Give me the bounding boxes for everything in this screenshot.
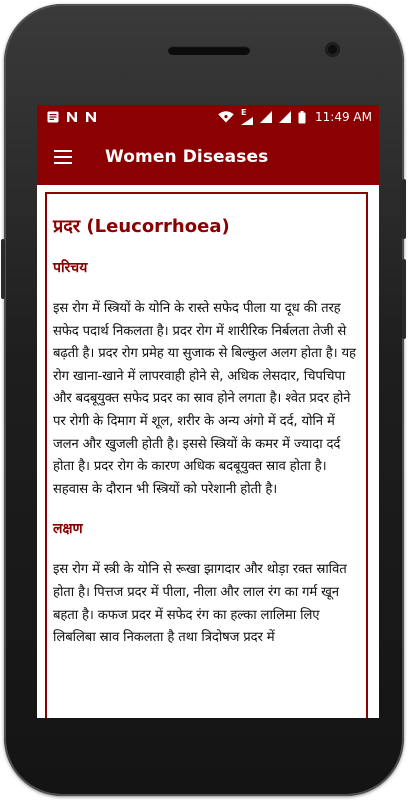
signal-e-icon	[241, 109, 253, 125]
article-card	[45, 192, 368, 718]
section-heading-introduction: परिचय	[53, 260, 88, 276]
power-button	[402, 179, 406, 239]
earpiece-speaker	[168, 46, 250, 55]
volume-button	[1, 239, 5, 299]
section-heading-symptoms: लक्षण	[53, 521, 83, 538]
battery-icon	[298, 111, 306, 124]
status-bar	[37, 105, 379, 129]
front-camera	[325, 42, 340, 57]
wifi-icon	[218, 111, 234, 123]
app-title: Women Diseases	[105, 147, 269, 167]
network-type-label: E	[241, 108, 247, 117]
hamburger-menu-icon[interactable]	[53, 147, 73, 167]
n-app-icon-2	[85, 111, 97, 123]
side-key	[402, 259, 406, 339]
article-title: प्रदर (Leucorrhoea)	[53, 216, 230, 237]
section-text-introduction: इस रोग में स्त्रियों के योनि के रास्ते सफेद पीला या दूध की तरह सफेद पदार्थ निकलता है। प्रदर रोग में शारीरिक निर्बलता तेजी से बढ़ती है। प्रदर रोग प्रमेह या सुजाक से बिल्कुल अलग होता है। यह रोग खाना-खाने में लापरवाही होने से, अधिक लेसदार, चिपचिपा और बदबूयुक्त सफेद प्रदर का स्राव होने लगता है। श्वेत प्रदर होने पर रोगी के दिमाग में शूल, शरीर के अन्य अंगो में दर्द, योनि में जलन और खुजली होती है। इससे स्त्रियों के कमर में ज्यादा दर्द होता है। प्रदर रोग के कारण अधिक बदबूयुक्त स्राव होता है। सहवास के दौरान भी स्त्रियों को परेशानी होती है।	[53, 301, 356, 497]
n-app-icon	[66, 111, 78, 123]
content-scroll-area[interactable]	[37, 185, 379, 718]
status-left-icons	[47, 111, 97, 123]
section-text-symptoms: इस रोग में स्त्री के योनि से रूखा झागदार और थोड़ा रक्त स्रावित होता है। पित्तज प्रदर में पीला, नीला और लाल रंग का गर्म खून बहता है। कफज प्रदर में सफेद रंग का हल्का लालिमा लिए लिबलिबा स्राव निकलता है तथा त्रिदोषज प्रदर में	[53, 562, 347, 646]
status-right-icons	[218, 109, 372, 125]
notification-message-icon	[47, 111, 59, 123]
app-bar	[37, 129, 379, 185]
phone-screen	[37, 105, 379, 718]
signal-icon	[260, 111, 272, 123]
status-time: 11:49 AM	[315, 110, 372, 124]
signal-icon-2	[279, 111, 291, 123]
phone-frame	[4, 4, 404, 796]
